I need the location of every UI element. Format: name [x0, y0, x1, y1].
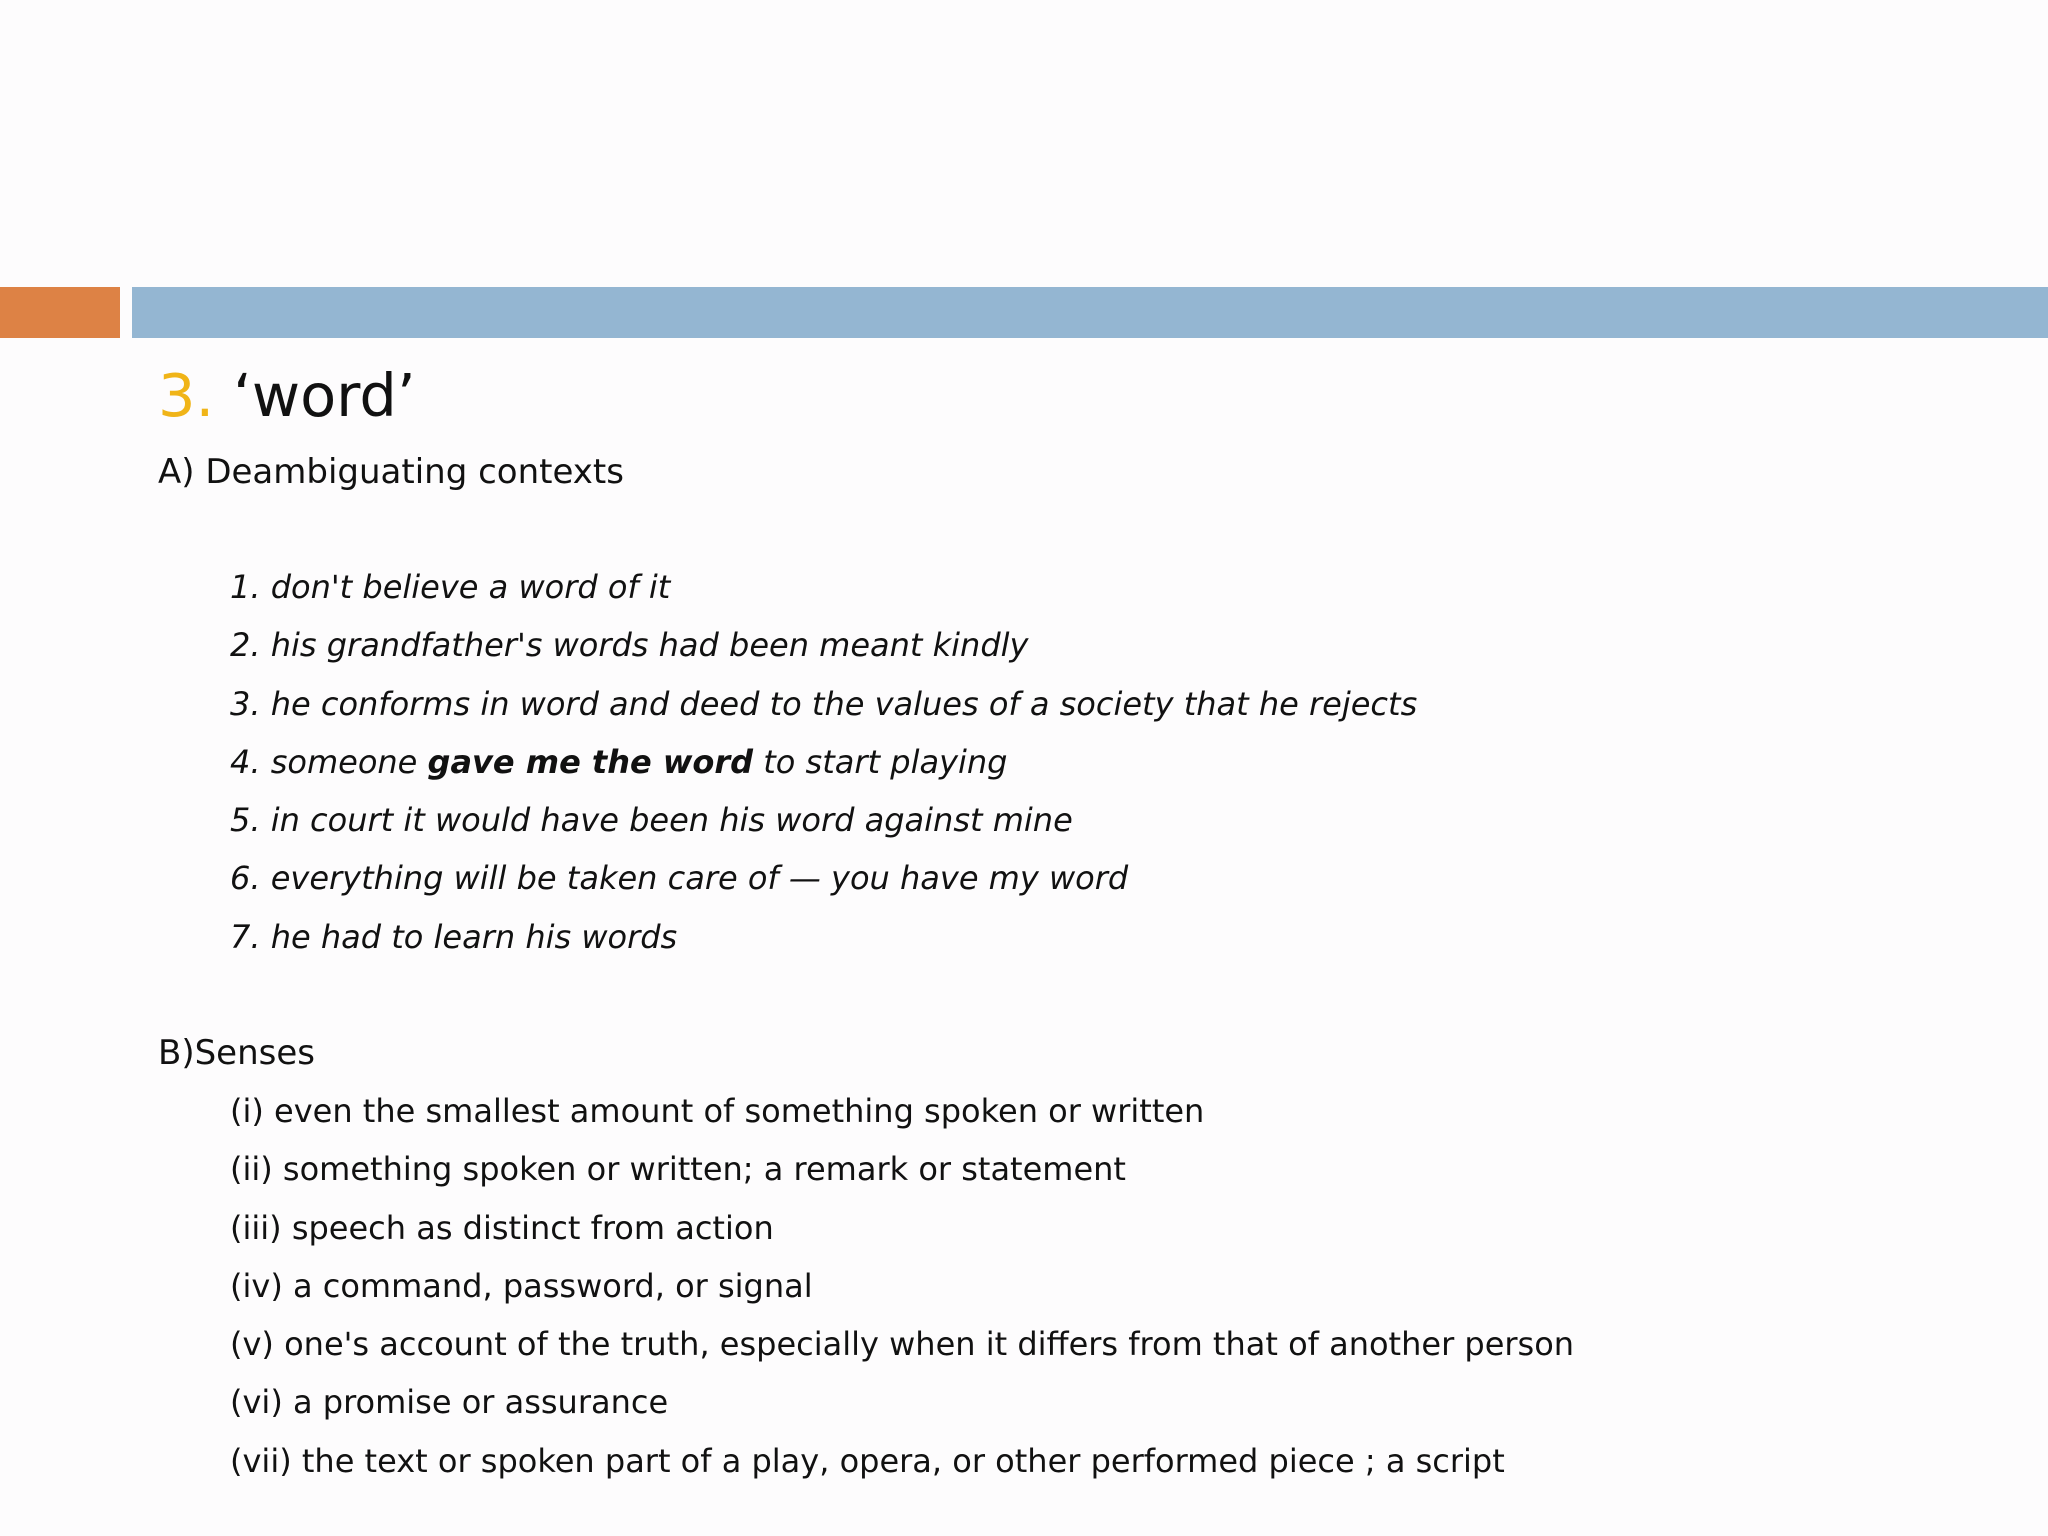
sense-item: (vii) the text or spoken part of a play, opera, or other performed piece ; a script	[230, 1441, 1505, 1480]
contexts-list	[230, 558, 1417, 966]
context-item	[230, 675, 1417, 733]
sense-item: (iv) a command, password, or signal	[230, 1266, 813, 1305]
senses-list	[230, 1082, 1574, 1490]
context-text: in court it would have been his word against mine	[270, 801, 1073, 840]
context-text: he conforms in word and deed to the values of a society that he rejects	[270, 684, 1418, 723]
context-item	[230, 791, 1417, 849]
section-b-heading: B)Senses	[158, 1033, 315, 1073]
context-number: 4.	[230, 742, 261, 781]
context-item	[230, 908, 1417, 966]
context-text-before: someone	[270, 742, 428, 781]
title-number: 3.	[158, 361, 215, 430]
section-a-heading: A) Deambiguating contexts	[158, 452, 624, 492]
context-text: don't believe a word of it	[270, 568, 671, 606]
context-item	[230, 616, 1417, 674]
sense-item: (v) one's account of the truth, especially when it differs from that of another person	[230, 1325, 1575, 1364]
context-number: 2.	[230, 626, 261, 665]
context-number: 5.	[230, 801, 261, 840]
context-text-after: to start playing	[753, 742, 1008, 781]
context-text-bold: gave me the word	[427, 742, 754, 781]
accent-bar-blue	[132, 287, 2048, 338]
accent-bar-orange	[0, 287, 120, 338]
title-word: ‘word’	[233, 361, 416, 430]
sense-item: (i) even the smallest amount of something spoken or written	[230, 1092, 1205, 1130]
sense-item: (vi) a promise or assurance	[230, 1383, 669, 1422]
context-number: 1.	[230, 568, 261, 606]
context-number: 3.	[230, 684, 261, 723]
context-item	[230, 849, 1417, 907]
sense-item: (ii) something spoken or written; a remark or statement	[230, 1150, 1126, 1189]
sense-item: (iii) speech as distinct from action	[230, 1208, 774, 1247]
context-text: everything will be taken care of — you have my word	[270, 859, 1129, 898]
context-text: he had to learn his words	[270, 917, 678, 956]
context-number: 7.	[230, 917, 261, 956]
slide-title	[158, 360, 416, 432]
context-text: his grandfather's words had been meant kindly	[270, 626, 1029, 665]
context-item	[230, 558, 1417, 616]
context-number: 6.	[230, 859, 261, 898]
context-item	[230, 733, 1417, 791]
